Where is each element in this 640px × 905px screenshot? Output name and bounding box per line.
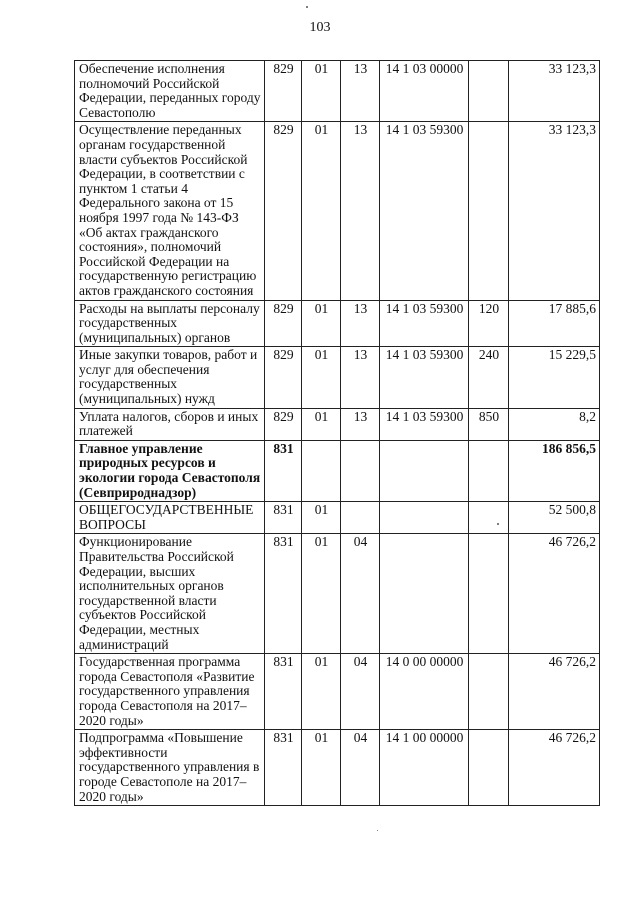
ministry-code-cell: 829 xyxy=(265,122,302,300)
scan-speck xyxy=(497,523,499,525)
subsection-code-cell: 13 xyxy=(341,122,380,300)
ministry-code-cell: 831 xyxy=(265,440,302,501)
scan-speck xyxy=(306,6,308,8)
expense-type-cell: 120 xyxy=(469,300,509,347)
budget-table-body xyxy=(75,61,600,806)
expense-name-cell: Расходы на выплаты персоналу государственных (муниципальных) органов xyxy=(75,300,265,347)
table-row xyxy=(75,440,600,501)
expense-type-cell xyxy=(469,61,509,122)
subsection-code-cell xyxy=(341,440,380,501)
expense-name-cell: Обеспечение исполнения полномочий Российской Федерации, переданных городу Севастополю xyxy=(75,61,265,122)
amount-cell: 8,2 xyxy=(509,408,600,440)
subsection-code-cell: 13 xyxy=(341,347,380,408)
ministry-code-cell: 829 xyxy=(265,61,302,122)
expense-name-cell: Главное управление природных ресурсов и экологии города Севастополя (Севприроднадзор) xyxy=(75,440,265,501)
section-code-cell: 01 xyxy=(302,502,341,534)
amount-cell: 15 229,5 xyxy=(509,347,600,408)
section-code-cell xyxy=(302,440,341,501)
section-code-cell: 01 xyxy=(302,534,341,654)
target-article-cell xyxy=(380,502,469,534)
target-article-cell xyxy=(380,534,469,654)
subsection-code-cell: 04 xyxy=(341,730,380,806)
expense-type-cell xyxy=(469,654,509,730)
expense-name-cell: Иные закупки товаров, работ и услуг для обеспечения государственных (муниципальных) нужд xyxy=(75,347,265,408)
expense-type-cell xyxy=(469,502,509,534)
target-article-cell: 14 1 03 59300 xyxy=(380,122,469,300)
amount-cell: 17 885,6 xyxy=(509,300,600,347)
amount-cell: 33 123,3 xyxy=(509,61,600,122)
table-row xyxy=(75,534,600,654)
amount-cell: 186 856,5 xyxy=(509,440,600,501)
section-code-cell: 01 xyxy=(302,61,341,122)
expense-type-cell: 240 xyxy=(469,347,509,408)
expense-type-cell xyxy=(469,730,509,806)
expense-name-cell: Подпрограмма «Повышение эффективности государственного управления в городе Севастополе на 2017–2020 годы» xyxy=(75,730,265,806)
subsection-code-cell: 04 xyxy=(341,654,380,730)
subsection-code-cell: 13 xyxy=(341,300,380,347)
table-row xyxy=(75,730,600,806)
ministry-code-cell: 829 xyxy=(265,347,302,408)
ministry-code-cell: 829 xyxy=(265,408,302,440)
expense-name-cell: Государственная программа города Севастополя «Развитие государственного управления города Севастополя на 2017–2020 годы» xyxy=(75,654,265,730)
table-row xyxy=(75,502,600,534)
table-row xyxy=(75,347,600,408)
subsection-code-cell: 13 xyxy=(341,61,380,122)
table-row xyxy=(75,654,600,730)
section-code-cell: 01 xyxy=(302,730,341,806)
target-article-cell: 14 1 03 59300 xyxy=(380,300,469,347)
amount-cell: 33 123,3 xyxy=(509,122,600,300)
table-row xyxy=(75,122,600,300)
section-code-cell: 01 xyxy=(302,654,341,730)
expense-type-cell xyxy=(469,440,509,501)
target-article-cell: 14 1 00 00000 xyxy=(380,730,469,806)
expense-name-cell: Уплата налогов, сборов и иных платежей xyxy=(75,408,265,440)
expense-name-cell: ОБЩЕГОСУДАРСТВЕННЫЕ ВОПРОСЫ xyxy=(75,502,265,534)
subsection-code-cell: 04 xyxy=(341,534,380,654)
ministry-code-cell: 831 xyxy=(265,534,302,654)
table-row xyxy=(75,408,600,440)
ministry-code-cell: 829 xyxy=(265,300,302,347)
amount-cell: 46 726,2 xyxy=(509,654,600,730)
expense-type-cell: 850 xyxy=(469,408,509,440)
scan-speck xyxy=(377,830,378,831)
section-code-cell: 01 xyxy=(302,408,341,440)
target-article-cell xyxy=(380,440,469,501)
table-row xyxy=(75,61,600,122)
subsection-code-cell xyxy=(341,502,380,534)
expense-type-cell xyxy=(469,122,509,300)
amount-cell: 46 726,2 xyxy=(509,534,600,654)
budget-table xyxy=(74,60,600,806)
section-code-cell: 01 xyxy=(302,300,341,347)
expense-name-cell: Функционирование Правительства Российской Федерации, высших исполнительных органов государственной власти субъектов Российской Федерации, местных администраций xyxy=(75,534,265,654)
amount-cell: 52 500,8 xyxy=(509,502,600,534)
ministry-code-cell: 831 xyxy=(265,654,302,730)
subsection-code-cell: 13 xyxy=(341,408,380,440)
expense-type-cell xyxy=(469,534,509,654)
ministry-code-cell: 831 xyxy=(265,502,302,534)
table-row xyxy=(75,300,600,347)
section-code-cell: 01 xyxy=(302,122,341,300)
target-article-cell: 14 1 03 59300 xyxy=(380,408,469,440)
section-code-cell: 01 xyxy=(302,347,341,408)
target-article-cell: 14 0 00 00000 xyxy=(380,654,469,730)
ministry-code-cell: 831 xyxy=(265,730,302,806)
amount-cell: 46 726,2 xyxy=(509,730,600,806)
expense-name-cell: Осуществление переданных органам государственной власти субъектов Российской Федерации, в соответствии с пунктом 1 статьи 4 Федерального закона от 15 ноября 1997 года № 143-ФЗ «Об актах гражданского состояния», полномочий Российской Федерации на государственную регистрацию актов гражданского состояния xyxy=(75,122,265,300)
page-number: 103 xyxy=(309,20,331,35)
target-article-cell: 14 1 03 59300 xyxy=(380,347,469,408)
target-article-cell: 14 1 03 00000 xyxy=(380,61,469,122)
